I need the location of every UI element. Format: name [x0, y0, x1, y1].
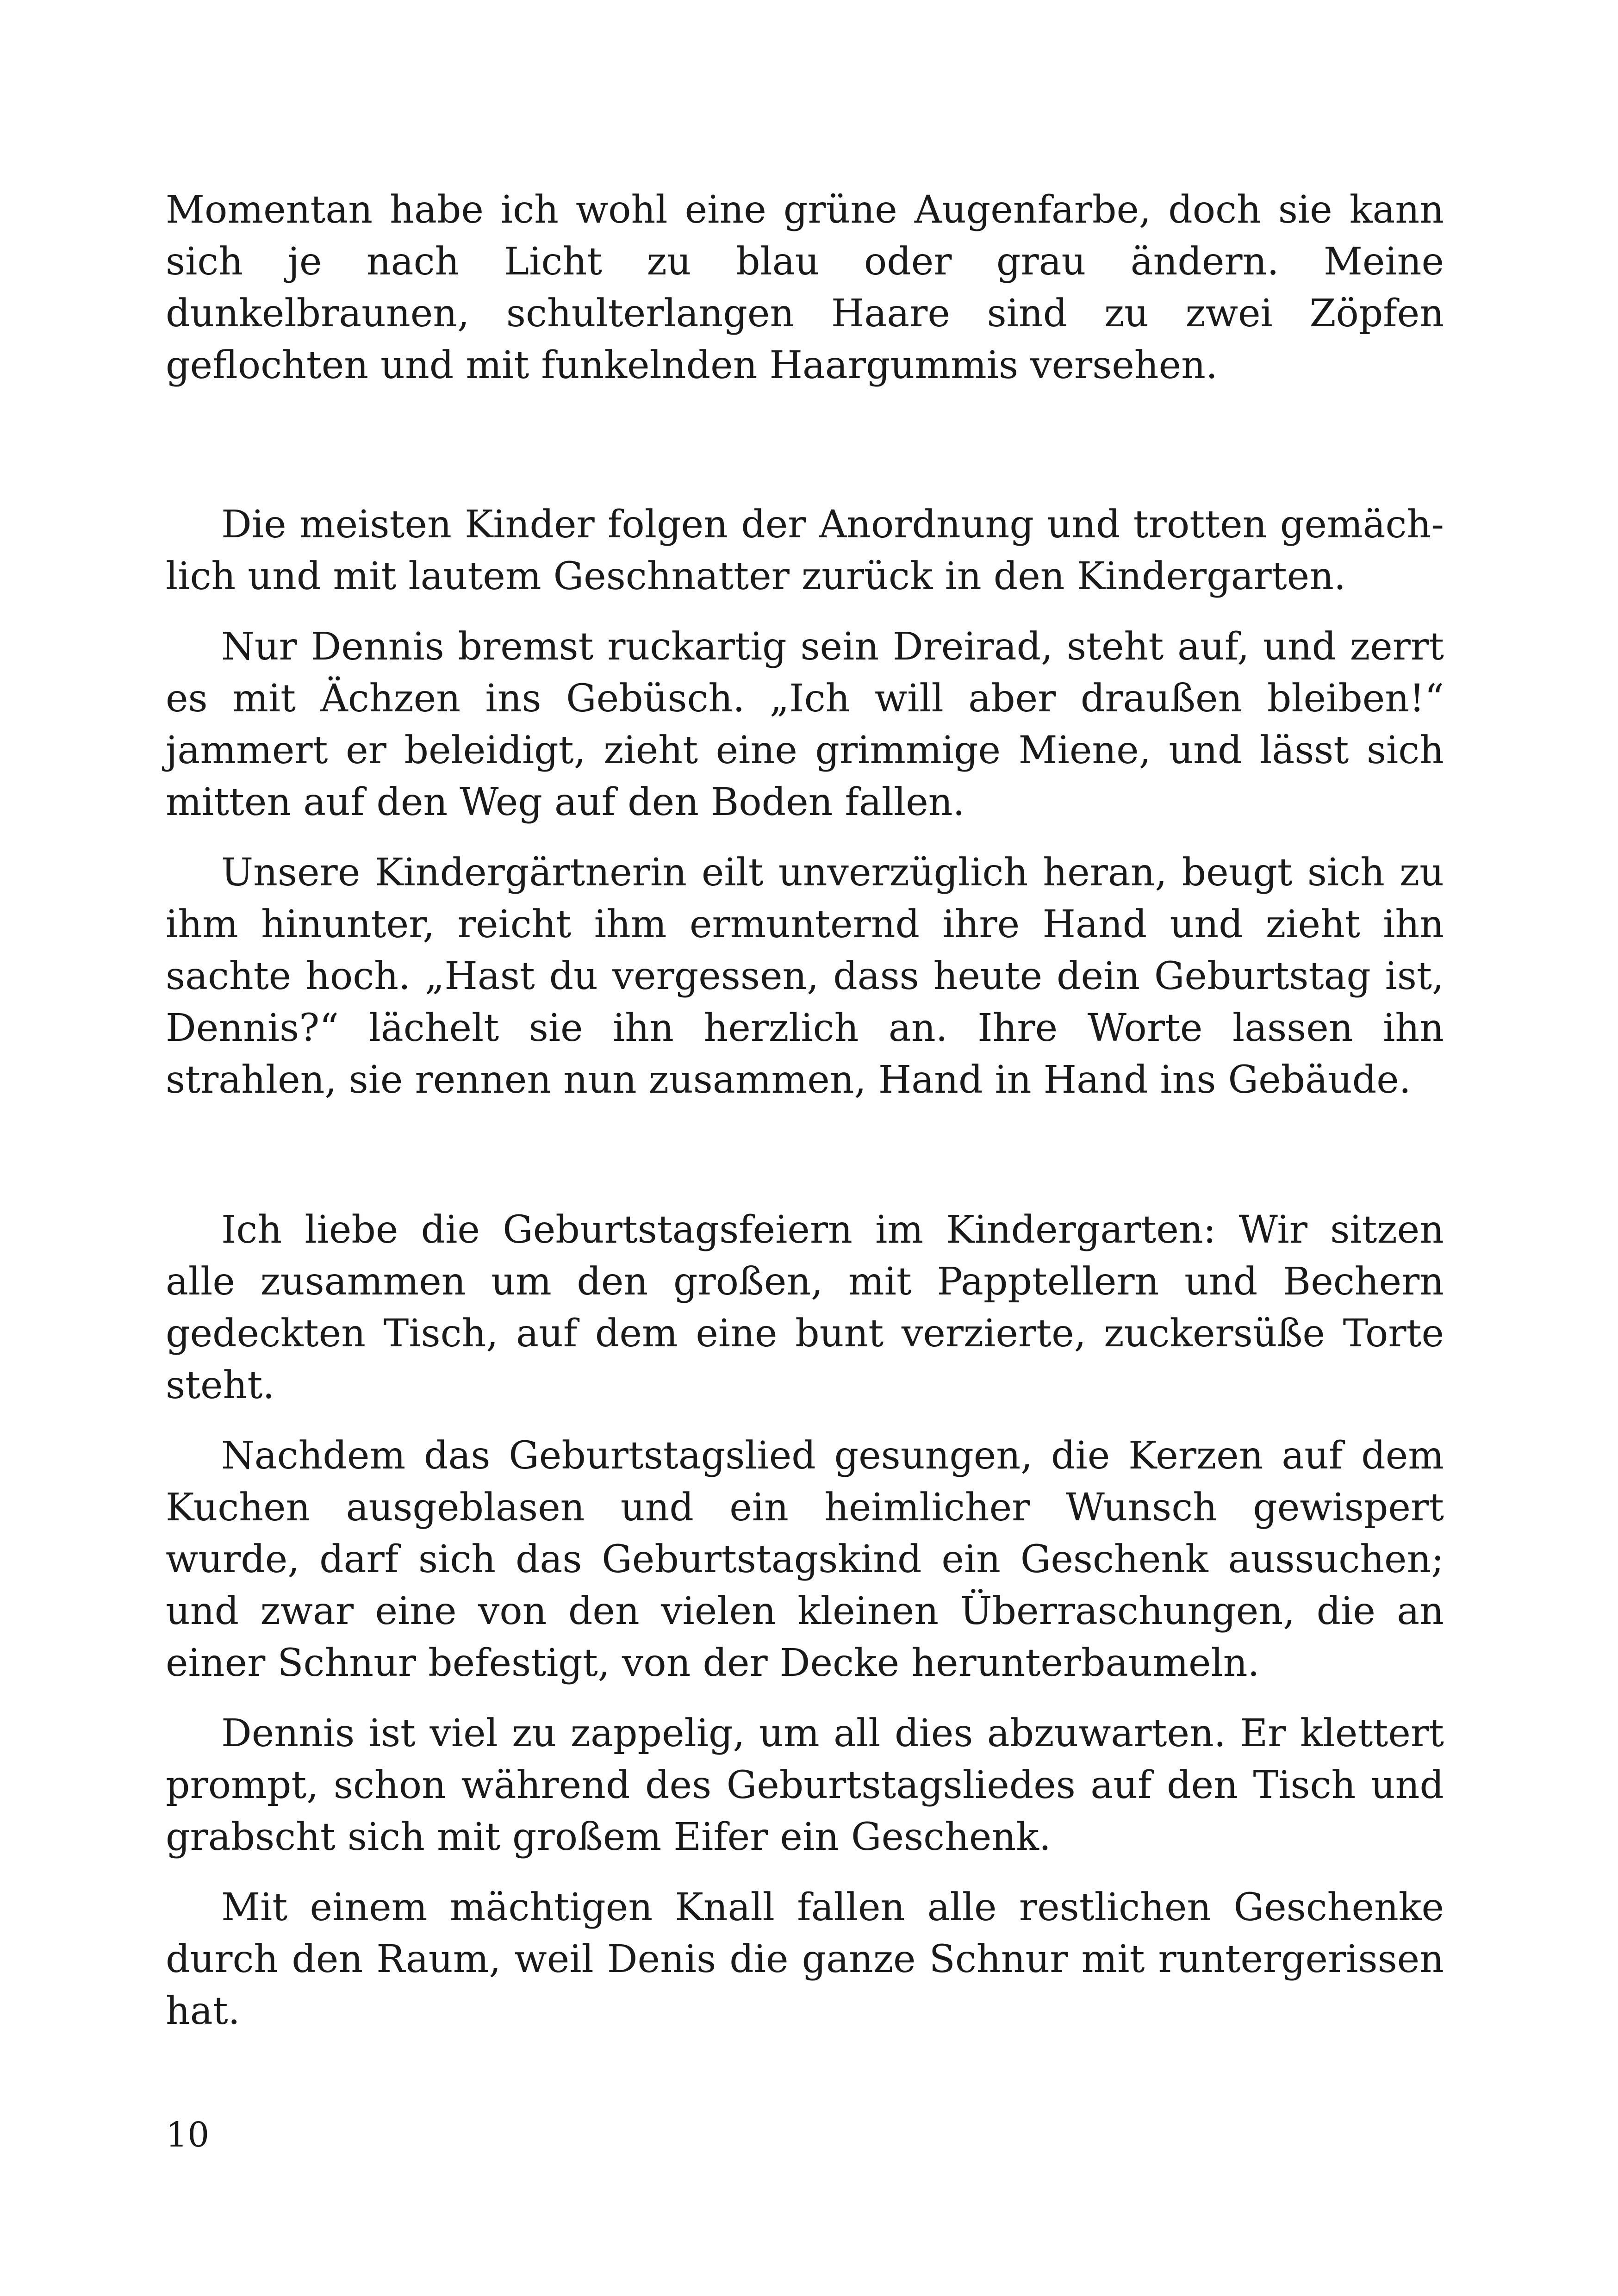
- paragraph: Nachdem das Geburtstagslied gesungen, die Kerzen auf dem Kuchen ausgeblasen und ein heimlicher Wunsch gewispert wurde, darf sich das Geburtstagskind ein Geschenk aussuchen; und zwar eine von den vielen kleinen Überraschungen, die an einer Schnur befestigt, von der Decke herunterbaumeln.: [166, 1434, 1444, 1685]
- paragraph: Mit einem mächtigen Knall fallen alle restlichen Geschenke durch den Raum, weil Denis die ganze Schnur mit runtergerissen hat.: [166, 1885, 1444, 2033]
- paragraph: Unsere Kindergärtnerin eilt unverzüglich heran, beugt sich zu ihm hinunter, reicht ihm ermunternd ihre Hand und zieht ihn sachte hoch. „Hast du vergessen, dass heute dein Geburtstag ist, Dennis?“ lächelt sie ihn herzlich an. Ihre Worte lassen ihn strahlen, sie rennen nun zusammen, Hand in Hand ins Gebäude.: [166, 851, 1444, 1102]
- paragraph: Ich liebe die Geburtstagsfeiern im Kindergarten: Wir sitzen alle zusammen um den großen, mit Papptellern und Bechern gedeckten Tisch, auf dem eine bunt verzierte, zuckersüße Torte steht.: [166, 1208, 1444, 1407]
- paragraph: Nur Dennis bremst ruckartig sein Dreirad, steht auf, und zerrt es mit Ächzen ins Gebüsch. „Ich will aber draußen bleiben!“ jammert er beleidigt, zieht eine grimmige Miene, und lässt sich mitten auf den Weg auf den Boden fallen.: [166, 625, 1444, 824]
- text-section-1: [166, 184, 1444, 410]
- text-section-3: [166, 1204, 1444, 2056]
- page-number: 10: [166, 2115, 210, 2155]
- paragraph: Momentan habe ich wohl eine grüne Augenfarbe, doch sie kann sich je nach Licht zu blau oder grau ändern. Meine dunkelbraunen, schulterlangen Haare sind zu zwei Zöpfen geflochten und mit funkelnden Haargummis versehen.: [166, 188, 1444, 387]
- paragraph: Dennis ist viel zu zappelig, um all dies abzuwarten. Er klettert prompt, schon während des Geburtstagsliedes auf den Tisch und grabscht sich mit großem Eifer ein Geschenk.: [166, 1711, 1444, 1859]
- paragraph: Die meisten Kinder folgen der Anordnung und trotten gemächlich und mit lautem Geschnatter zurück in den Kindergarten.: [166, 503, 1444, 598]
- text-section-2: [166, 499, 1444, 1125]
